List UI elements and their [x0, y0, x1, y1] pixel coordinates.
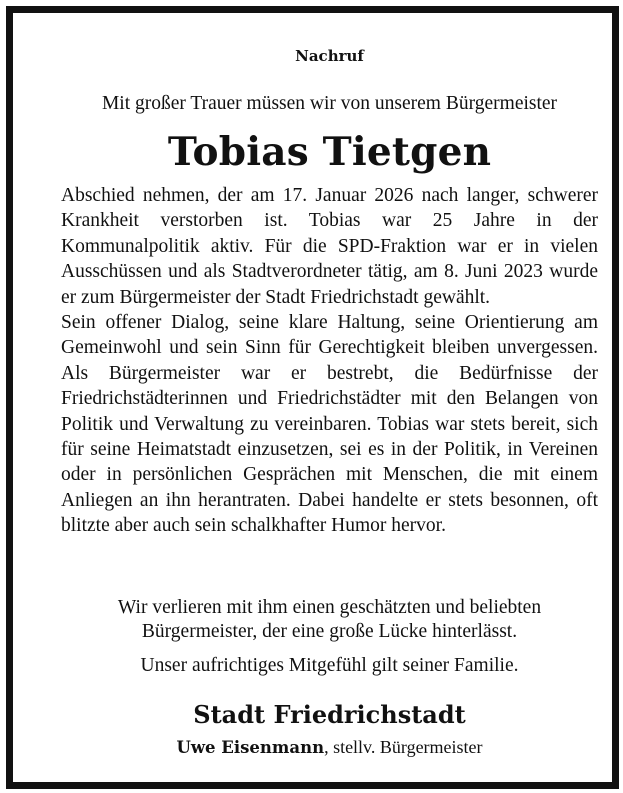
obituary-frame	[6, 6, 619, 789]
closing-line: Wir verlieren mit ihm einen geschätzten und beliebten	[117, 597, 542, 618]
signature-organization: Stadt Friedrichstadt	[193, 700, 466, 729]
body-paragraph: Abschied nehmen, der am 17. Januar 2026 nach langer, schwerer Krankheit verstorben ist. Tobias war 25 Jahre in der Kommunalpolitik aktiv. Für die SPD-Fraktion war er in vielen Ausschüssen und als Stadtverordneter tätig, am 8. Juni 2023 wurde er zum Bürgermeister der Stadt Friedrichstadt gewählt.	[61, 185, 598, 308]
signature-person-name: Uwe Eisenmann	[176, 738, 325, 757]
body-paragraph: Sein offener Dialog, seine klare Haltung, seine Orientierung am Gemeinwohl und sein Sinn für Gerechtigkeit bleiben unvergessen. Als Bürgermeister war er bestrebt, die Bedürfnisse der Friedrichstädterinnen und Friedrichstädter mit den Belangen von Politik und Verwaltung zu vereinbaren. Tobias war stets bereit, sich für seine Heimatstadt einzusetzen, sei es in der Politik, in Vereinen oder in persönlichen Gesprächen mit Menschen, die mit einem Anliegen an ihn herantraten. Dabei handelte er stets besonnen, oft blitzte aber auch sein schalkhafter Humor hervor.	[61, 312, 598, 537]
notice-label: Nachruf	[295, 47, 364, 65]
intro-line: Mit großer Trauer müssen wir von unserem Bürgermeister	[101, 93, 558, 114]
signature-person	[61, 737, 598, 758]
deceased-name: Tobias Tietgen	[167, 129, 492, 175]
closing-statement	[61, 596, 598, 644]
condolence-line: Unser aufrichtiges Mitgefühl gilt seiner Familie.	[140, 655, 519, 676]
obituary-body	[61, 183, 598, 539]
signature-person-title: , stellv. Bürgermeister	[324, 737, 483, 757]
closing-line: Bürgermeister, der eine große Lücke hinterlässt.	[141, 621, 518, 642]
